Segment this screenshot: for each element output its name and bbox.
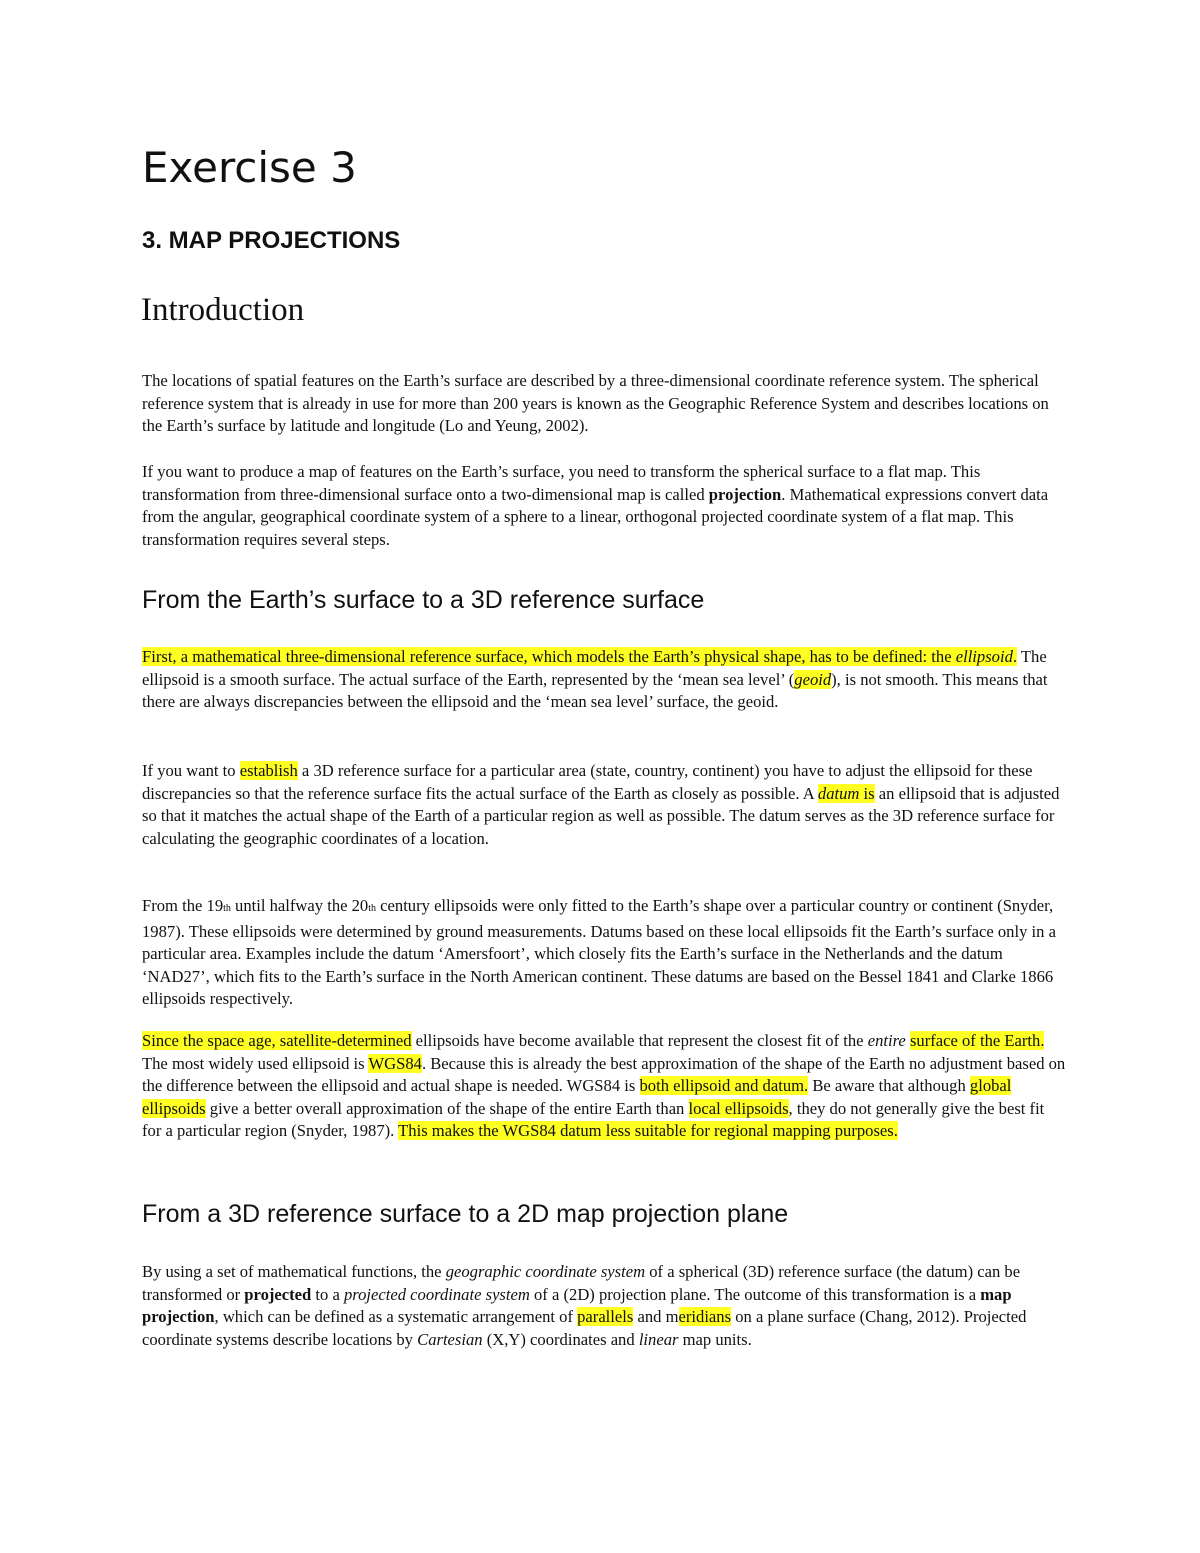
paragraph-ellipsoid: First, a mathematical three-dimensional reference surface, which models the Earth’s physical shape, has to be defined: the ellipsoid. The ellipsoid is a smooth surface. The actual surface of the Earth, represented by the ‘mean sea level’ (geoid), is not smooth. This means that there are always discrepancies between the ellipsoid and the ‘mean sea level’ surface, the geoid. — [142, 647, 1048, 712]
section-heading: 3. MAP PROJECTIONS — [142, 227, 401, 254]
page-title: Exercise 3 — [142, 143, 357, 192]
heading-3d-reference-surface: From the Earth’s surface to a 3D reference surface — [142, 586, 705, 614]
intro-heading: Introduction — [141, 292, 305, 328]
term-projection: projection — [708, 484, 782, 504]
highlight: WGS84 — [368, 1053, 422, 1073]
highlight: establish — [239, 761, 298, 780]
highlight: Since the space age, satellite-determined — [142, 1031, 412, 1050]
highlight: global ellipsoids — [142, 1076, 1012, 1118]
highlight: eridians — [678, 1307, 732, 1327]
paragraph-datum: If you want to establish a 3D reference surface for a particular area (state, country, continent) you have to adjust the ellipsoid for these discrepancies so that the reference surface fits the actual surface of the Earth as closely as possible. A datum is an ellipsoid that is adjusted so that it matches the actual shape of the Earth of a particular region as well as possible. The datum serves as the 3D reference surface for calculating the geographic coordinates of a location. — [142, 761, 1060, 848]
highlight: local ellipsoids — [688, 1098, 789, 1118]
highlight: First, a mathematical three-dimensional reference surface, which models the Earth’s physical shape, has to be defined: the ellipsoid. — [142, 647, 1018, 666]
heading-2d-projection-plane: From a 3D reference surface to a 2D map projection plane — [142, 1200, 789, 1228]
intro-paragraph-1: The locations of spatial features on the Earth’s surface are described by a three-dimensional coordinate reference system. The spherical reference system that is already in use for more than 200 years is known as the Geographic Reference System and describes locations on the Earth’s surface by latitude and longitude (Lo and Yeung, 2002). — [142, 371, 1049, 436]
highlight: both ellipsoid and datum. — [639, 1076, 809, 1096]
intro-paragraph-2: If you want to produce a map of features on the Earth’s surface, you need to transform the spherical surface to a flat map. This transformation from three-dimensional surface onto a two-dimensional map is called projection. Mathematical expressions convert data from the angular, geographical coordinate system of a sphere to a linear, orthogonal projected coordinate system of a flat map. This transformation requires several steps. — [142, 462, 1049, 549]
paragraph-wgs84: Since the space age, satellite-determined ellipsoids have become available that represent the closest fit of the entire surface of the Earth. The most widely used ellipsoid is WGS84. Because this is already the best approximation of the shape of the Earth no adjustment based on the difference between the ellipsoid and actual shape is needed. WGS84 is both ellipsoid and datum. Be aware that although global ellipsoids give a better overall approximation of the shape of the entire Earth than local ellipsoids, they do not generally give the best fit for a particular region (Snyder, 1987). This makes the WGS84 datum less suitable for regional mapping purposes. — [142, 1031, 1066, 1141]
highlight: surface of the Earth. — [909, 1031, 1045, 1050]
highlight: geoid — [794, 669, 832, 689]
highlight: datum is — [817, 783, 875, 803]
highlight: parallels — [577, 1307, 634, 1327]
highlight: This makes the WGS84 datum less suitable for regional mapping purposes. — [398, 1121, 898, 1141]
paragraph-map-projection: By using a set of mathematical functions, the geographic coordinate system of a spherical (3D) reference surface (the datum) can be transformed or projected to a projected coordinate system of a (2D) projection plane. The outcome of this transformation is a map projection, which can be defined as a systematic arrangement of parallels and meridians on a plane surface (Chang, 2012). Projected coordinate systems describe locations by Cartesian (X,Y) coordinates and linear map units. — [142, 1262, 1027, 1349]
paragraph-local-ellipsoids: From the 19th until halfway the 20th century ellipsoids were only fitted to the Earth’s shape over a particular country or continent (Snyder, 1987). These ellipsoids were determined by ground measurements. Datums based on these local ellipsoids fit the Earth’s surface only in a particular area. Examples include the datum ‘Amersfoort’, which closely fits the Earth’s surface in the Netherlands and the datum ‘NAD27’, which fits to the Earth’s surface in the North American continent. These datums are based on the Bessel 1841 and Clarke 1866 ellipsoids respectively. — [142, 896, 1056, 1009]
